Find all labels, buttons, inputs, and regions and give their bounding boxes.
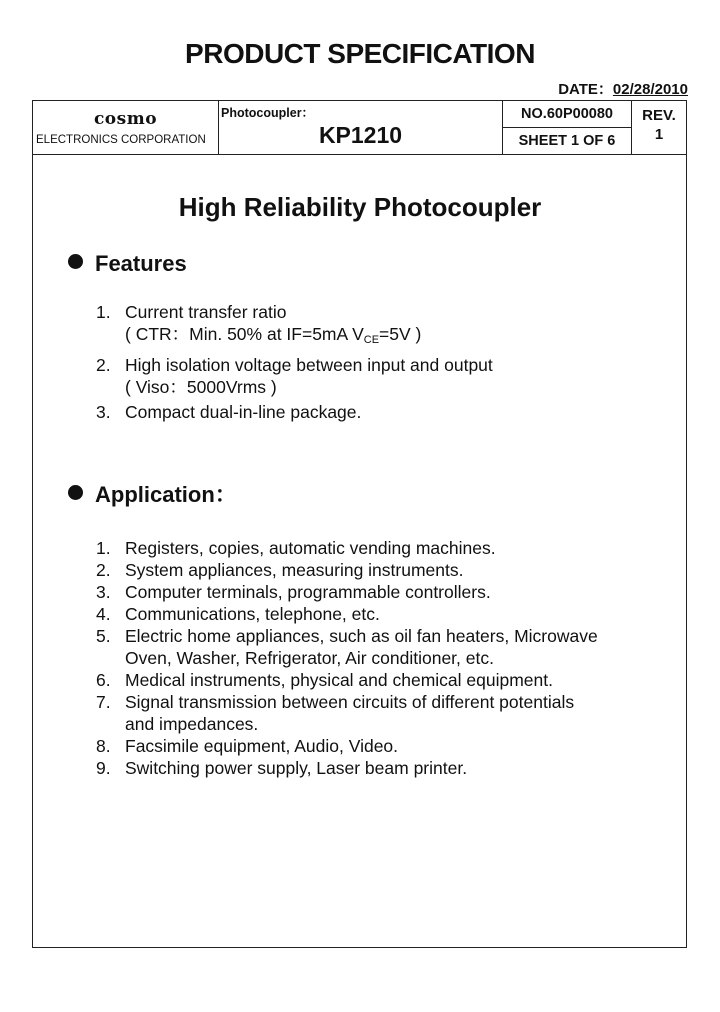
item-text: Compact dual-in-line package. [125,402,362,422]
list-item [96,301,493,351]
features-heading [68,251,187,277]
item-text: Current transfer ratio [125,302,287,322]
list-item [96,735,598,757]
product-cell [219,101,503,154]
item-text: Communications, telephone, etc. [125,604,380,624]
item-detail: ( Viso：5000Vrms ) [125,377,277,397]
application-heading-text: Application： [95,482,237,507]
detail-subscript: CE [363,334,380,346]
detail-suffix: =5V ) [379,324,422,344]
document-title: PRODUCT SPECIFICATION [185,38,535,69]
list-item [96,537,598,559]
date-label: DATE： [558,81,613,98]
bullet-icon [68,254,83,269]
list-item [96,354,493,398]
revision-cell [632,101,686,154]
item-text: Registers, copies, automatic vending machines. [125,538,496,558]
item-number: 1. [96,538,111,558]
item-number: 6. [96,670,111,690]
list-item [96,757,598,779]
revision-label: REV. [642,107,676,124]
application-list [96,537,598,779]
title-block [33,101,686,155]
item-number: 4. [96,604,111,624]
list-item [96,669,598,691]
item-number: 2. [96,355,111,375]
application-heading [68,478,237,509]
sheet-number: SHEET 1 OF 6 [518,133,616,149]
item-text: Medical instruments, physical and chemical equipment. [125,670,553,690]
bullet-icon [68,485,83,500]
item-number: 8. [96,736,111,756]
item-text: Computer terminals, programmable controllers. [125,582,491,602]
company-cell [33,101,219,154]
item-text: Switching power supply, Laser beam printer. [125,758,468,778]
item-text: Facsimile equipment, Audio, Video. [125,736,399,756]
main-title: High Reliability Photocoupler [178,192,542,222]
company-logo: cosmo [93,109,158,129]
item-text: Signal transmission between circuits of different potentials [125,692,575,712]
part-number: KP1210 [318,122,403,148]
item-number: 1. [96,302,111,322]
list-item [96,559,598,581]
item-number: 5. [96,626,111,646]
item-number: 7. [96,692,111,712]
item-text: High isolation voltage between input and output [125,355,493,375]
detail-prefix: ( CTR：Min. 50% at IF=5mA V [125,324,364,344]
spec-sheet-frame [32,100,687,948]
date-line [558,78,688,99]
item-number: 3. [96,582,111,602]
list-item [96,625,598,669]
revision-value: 1 [654,126,664,143]
item-number: 2. [96,560,111,580]
item-number: 9. [96,758,111,778]
document-number: NO.60P00080 [503,101,631,128]
item-continuation: and impedances. [125,714,259,734]
company-name: ELECTRONICS CORPORATION [36,134,206,146]
document-number-cell [503,101,632,154]
date-value: 02/28/2010 [612,81,688,98]
list-item [96,581,598,603]
item-number: 3. [96,402,111,422]
list-item [96,401,493,423]
item-text: System appliances, measuring instruments. [125,560,464,580]
item-text: Electric home appliances, such as oil fan heaters, Microwave [125,626,598,646]
list-item [96,603,598,625]
features-list [96,301,493,423]
list-item [96,691,598,735]
item-detail [125,323,493,351]
product-category: Photocoupler： [221,106,315,120]
features-heading-text: Features [95,251,187,276]
item-continuation: Oven, Washer, Refrigerator, Air conditioner, etc. [125,648,494,668]
